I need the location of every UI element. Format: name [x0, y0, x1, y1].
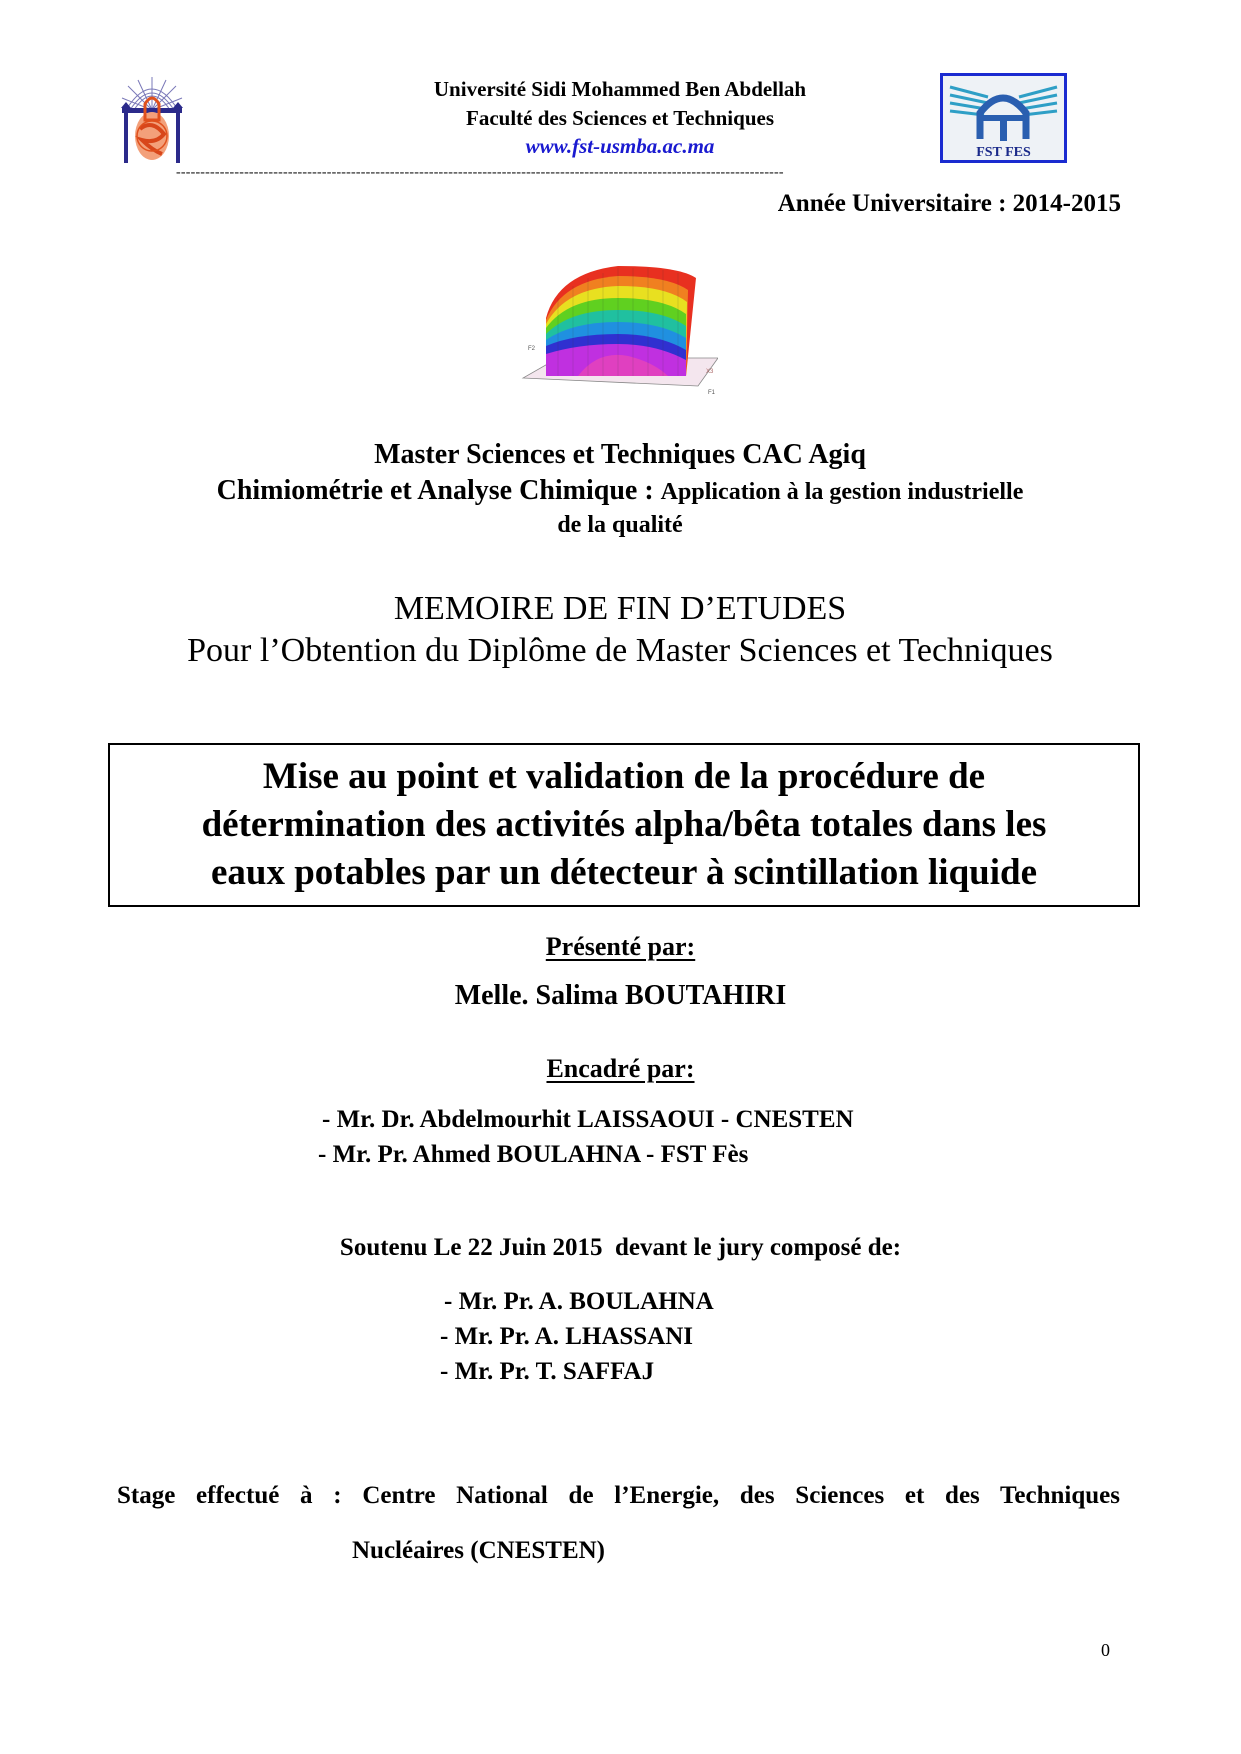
- defense-text: Soutenu Le 22 Juin 2015 devant le jury composé de:: [339, 1234, 902, 1261]
- supervisor-item: - Mr. Dr. Abdelmourhit LAISSAOUI - CNESTEN: [322, 1106, 854, 1133]
- usmba-university-logo: [118, 74, 186, 166]
- program-speciality: [120, 473, 1120, 510]
- thesis-title-line-2: détermination des activités alpha/bêta totales dans les: [201, 804, 1047, 845]
- internship-block: [117, 1468, 1120, 1578]
- thesis-title-line-3: eaux potables par un détecteur à scintillation liquide: [210, 852, 1038, 893]
- fst-fes-logo: [940, 73, 1067, 163]
- internship-line-2: Nucléaires (CNESTEN): [352, 1537, 606, 1564]
- program-title: Master Sciences et Techniques CAC Agiq: [374, 439, 866, 470]
- university-name: Université Sidi Mohammed Ben Abdellah: [433, 77, 807, 101]
- program-block: [120, 437, 1120, 540]
- memoire-subtitle: Pour l’Obtention du Diplôme de Master Sciences et Techniques: [187, 632, 1053, 669]
- memoire-block: [100, 588, 1140, 672]
- thesis-title-box: [108, 743, 1140, 907]
- university-emblem-icon: [118, 74, 186, 166]
- presented-by-text: Présenté par:: [545, 932, 696, 961]
- speciality-sub: Application à la gestion industrielle: [660, 479, 1024, 505]
- website-link[interactable]: www.fst-usmba.ac.ma: [525, 134, 715, 158]
- jury-list: [440, 1284, 714, 1389]
- speciality-sub-continued: de la qualité: [557, 512, 683, 538]
- speciality-main: Chimiométrie et Analyse Chimique :: [216, 475, 661, 506]
- 3d-response-surface-image: [518, 258, 718, 398]
- header-separator: -----------------------------------------------------------------------------------------------------------------------------: [176, 165, 784, 180]
- fst-fes-emblem-icon: [940, 73, 1067, 163]
- svg-text:F2: F2: [528, 346, 536, 352]
- memoire-title: MEMOIRE DE FIN D’ETUDES: [393, 590, 847, 627]
- academic-year: Année Universitaire : 2014-2015: [777, 190, 1121, 217]
- institution-header: [300, 75, 940, 160]
- jury-member: - Mr. Pr. A. BOULAHNA: [444, 1288, 714, 1315]
- svg-text:F1: F1: [708, 390, 716, 396]
- supervisor-item: - Mr. Pr. Ahmed BOULAHNA - FST Fès: [318, 1141, 749, 1168]
- jury-member: - Mr. Pr. T. SAFFAJ: [440, 1358, 655, 1385]
- thesis-title-line-1: Mise au point et validation de la procédure de: [262, 756, 986, 797]
- presented-by-label: [0, 932, 1241, 962]
- defense-statement: [0, 1234, 1241, 1262]
- supervised-by-text: Encadré par:: [546, 1054, 695, 1083]
- jury-member: - Mr. Pr. A. LHASSANI: [440, 1323, 694, 1350]
- internship-line-1: Stage effectué à : Centre National de l’Energie, des Sciences et des Techniques: [117, 1482, 1120, 1509]
- faculty-name: Faculté des Sciences et Techniques: [466, 106, 774, 130]
- svg-text:X3: X3: [706, 369, 714, 375]
- response-surface-plot-icon: [518, 258, 718, 398]
- supervisors-list: [318, 1102, 854, 1172]
- student-name: Melle. Salima BOUTAHIRI: [454, 980, 787, 1011]
- supervised-by-label: [0, 1054, 1241, 1084]
- page-number: 0: [1101, 1640, 1110, 1660]
- svg-text:FST FES: FST FES: [976, 145, 1031, 160]
